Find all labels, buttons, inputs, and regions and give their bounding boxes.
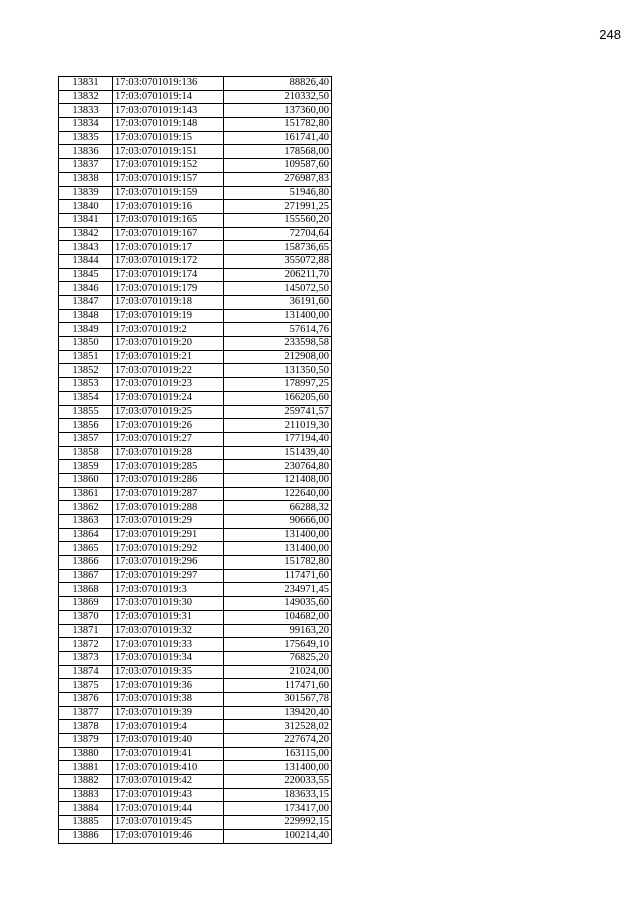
amount-cell: 66288,32: [224, 501, 332, 515]
row-number-cell: 13839: [59, 186, 113, 200]
cadastral-number-cell: 17:03:0701019:152: [113, 159, 224, 173]
table-row: [59, 528, 332, 542]
row-number-cell: 13883: [59, 788, 113, 802]
table-row: [59, 679, 332, 693]
row-number-cell: 13843: [59, 241, 113, 255]
table-row: [59, 90, 332, 104]
table-row: [59, 665, 332, 679]
table-row: [59, 460, 332, 474]
table-row: [59, 378, 332, 392]
amount-cell: 151782,80: [224, 118, 332, 132]
row-number-cell: 13878: [59, 720, 113, 734]
table-row: [59, 391, 332, 405]
cadastral-number-cell: 17:03:0701019:20: [113, 337, 224, 351]
cadastral-number-cell: 17:03:0701019:157: [113, 172, 224, 186]
row-number-cell: 13870: [59, 610, 113, 624]
table-row: [59, 542, 332, 556]
cadastral-number-cell: 17:03:0701019:174: [113, 268, 224, 282]
amount-cell: 220033,55: [224, 775, 332, 789]
row-number-cell: 13879: [59, 734, 113, 748]
amount-cell: 259741,57: [224, 405, 332, 419]
row-number-cell: 13848: [59, 309, 113, 323]
amount-cell: 99163,20: [224, 624, 332, 638]
table-row: [59, 337, 332, 351]
amount-cell: 21024,00: [224, 665, 332, 679]
row-number-cell: 13834: [59, 118, 113, 132]
row-number-cell: 13845: [59, 268, 113, 282]
cadastral-number-cell: 17:03:0701019:3: [113, 583, 224, 597]
row-number-cell: 13847: [59, 296, 113, 310]
amount-cell: 131400,00: [224, 542, 332, 556]
cadastral-number-cell: 17:03:0701019:18: [113, 296, 224, 310]
table-row: [59, 802, 332, 816]
cadastral-value-table: [58, 76, 332, 844]
cadastral-number-cell: 17:03:0701019:44: [113, 802, 224, 816]
amount-cell: 90666,00: [224, 515, 332, 529]
cadastral-number-cell: 17:03:0701019:43: [113, 788, 224, 802]
amount-cell: 51946,80: [224, 186, 332, 200]
cadastral-number-cell: 17:03:0701019:35: [113, 665, 224, 679]
amount-cell: 210332,50: [224, 90, 332, 104]
amount-cell: 312528,02: [224, 720, 332, 734]
amount-cell: 161741,40: [224, 131, 332, 145]
row-number-cell: 13852: [59, 364, 113, 378]
cadastral-number-cell: 17:03:0701019:288: [113, 501, 224, 515]
row-number-cell: 13836: [59, 145, 113, 159]
amount-cell: 212908,00: [224, 350, 332, 364]
amount-cell: 173417,00: [224, 802, 332, 816]
row-number-cell: 13853: [59, 378, 113, 392]
row-number-cell: 13877: [59, 706, 113, 720]
cadastral-number-cell: 17:03:0701019:23: [113, 378, 224, 392]
cadastral-number-cell: 17:03:0701019:25: [113, 405, 224, 419]
table-row: [59, 296, 332, 310]
cadastral-number-cell: 17:03:0701019:167: [113, 227, 224, 241]
table-row: [59, 501, 332, 515]
row-number-cell: 13849: [59, 323, 113, 337]
table-row: [59, 761, 332, 775]
amount-cell: 104682,00: [224, 610, 332, 624]
table-row: [59, 419, 332, 433]
table-row: [59, 720, 332, 734]
table-row: [59, 104, 332, 118]
row-number-cell: 13831: [59, 77, 113, 91]
cadastral-number-cell: 17:03:0701019:285: [113, 460, 224, 474]
amount-cell: 211019,30: [224, 419, 332, 433]
row-number-cell: 13833: [59, 104, 113, 118]
row-number-cell: 13875: [59, 679, 113, 693]
cadastral-number-cell: 17:03:0701019:28: [113, 446, 224, 460]
table-body: [59, 77, 332, 844]
amount-cell: 151439,40: [224, 446, 332, 460]
table-row: [59, 213, 332, 227]
table-row: [59, 118, 332, 132]
amount-cell: 72704,64: [224, 227, 332, 241]
table-row: [59, 350, 332, 364]
row-number-cell: 13869: [59, 597, 113, 611]
cadastral-number-cell: 17:03:0701019:19: [113, 309, 224, 323]
cadastral-number-cell: 17:03:0701019:38: [113, 692, 224, 706]
cadastral-number-cell: 17:03:0701019:22: [113, 364, 224, 378]
row-number-cell: 13838: [59, 172, 113, 186]
amount-cell: 227674,20: [224, 734, 332, 748]
table-row: [59, 556, 332, 570]
amount-cell: 36191,60: [224, 296, 332, 310]
amount-cell: 166205,60: [224, 391, 332, 405]
table-row: [59, 597, 332, 611]
cadastral-number-cell: 17:03:0701019:16: [113, 200, 224, 214]
row-number-cell: 13876: [59, 692, 113, 706]
table-row: [59, 706, 332, 720]
amount-cell: 109587,60: [224, 159, 332, 173]
row-number-cell: 13855: [59, 405, 113, 419]
amount-cell: 76825,20: [224, 651, 332, 665]
table-row: [59, 159, 332, 173]
cadastral-number-cell: 17:03:0701019:45: [113, 816, 224, 830]
cadastral-number-cell: 17:03:0701019:148: [113, 118, 224, 132]
table-row: [59, 651, 332, 665]
table-row: [59, 172, 332, 186]
row-number-cell: 13873: [59, 651, 113, 665]
row-number-cell: 13886: [59, 829, 113, 843]
cadastral-number-cell: 17:03:0701019:286: [113, 473, 224, 487]
row-number-cell: 13860: [59, 473, 113, 487]
cadastral-number-cell: 17:03:0701019:179: [113, 282, 224, 296]
amount-cell: 355072,88: [224, 254, 332, 268]
cadastral-number-cell: 17:03:0701019:159: [113, 186, 224, 200]
row-number-cell: 13851: [59, 350, 113, 364]
cadastral-number-cell: 17:03:0701019:46: [113, 829, 224, 843]
table-row: [59, 282, 332, 296]
amount-cell: 183633,15: [224, 788, 332, 802]
table-row: [59, 487, 332, 501]
table-row: [59, 254, 332, 268]
table-row: [59, 241, 332, 255]
amount-cell: 137360,00: [224, 104, 332, 118]
table-row: [59, 200, 332, 214]
amount-cell: 155560,20: [224, 213, 332, 227]
cadastral-number-cell: 17:03:0701019:14: [113, 90, 224, 104]
amount-cell: 131350,50: [224, 364, 332, 378]
page-number: 248: [599, 27, 621, 42]
row-number-cell: 13868: [59, 583, 113, 597]
amount-cell: 145072,50: [224, 282, 332, 296]
row-number-cell: 13856: [59, 419, 113, 433]
amount-cell: 230764,80: [224, 460, 332, 474]
cadastral-number-cell: 17:03:0701019:31: [113, 610, 224, 624]
table-row: [59, 323, 332, 337]
table-row: [59, 309, 332, 323]
amount-cell: 234971,45: [224, 583, 332, 597]
table-row: [59, 131, 332, 145]
table-row: [59, 829, 332, 843]
table-row: [59, 569, 332, 583]
cadastral-number-cell: 17:03:0701019:15: [113, 131, 224, 145]
table-row: [59, 446, 332, 460]
amount-cell: 233598,58: [224, 337, 332, 351]
cadastral-number-cell: 17:03:0701019:291: [113, 528, 224, 542]
row-number-cell: 13863: [59, 515, 113, 529]
amount-cell: 271991,25: [224, 200, 332, 214]
table-row: [59, 405, 332, 419]
cadastral-number-cell: 17:03:0701019:4: [113, 720, 224, 734]
amount-cell: 158736,65: [224, 241, 332, 255]
row-number-cell: 13858: [59, 446, 113, 460]
amount-cell: 131400,00: [224, 528, 332, 542]
row-number-cell: 13846: [59, 282, 113, 296]
cadastral-number-cell: 17:03:0701019:143: [113, 104, 224, 118]
cadastral-number-cell: 17:03:0701019:165: [113, 213, 224, 227]
table-row: [59, 692, 332, 706]
cadastral-number-cell: 17:03:0701019:297: [113, 569, 224, 583]
table-row: [59, 638, 332, 652]
cadastral-number-cell: 17:03:0701019:41: [113, 747, 224, 761]
amount-cell: 88826,40: [224, 77, 332, 91]
row-number-cell: 13881: [59, 761, 113, 775]
cadastral-number-cell: 17:03:0701019:27: [113, 432, 224, 446]
cadastral-number-cell: 17:03:0701019:24: [113, 391, 224, 405]
row-number-cell: 13871: [59, 624, 113, 638]
row-number-cell: 13841: [59, 213, 113, 227]
cadastral-number-cell: 17:03:0701019:287: [113, 487, 224, 501]
cadastral-number-cell: 17:03:0701019:151: [113, 145, 224, 159]
table-row: [59, 624, 332, 638]
table-row: [59, 734, 332, 748]
amount-cell: 178997,25: [224, 378, 332, 392]
cadastral-number-cell: 17:03:0701019:39: [113, 706, 224, 720]
table-row: [59, 515, 332, 529]
row-number-cell: 13861: [59, 487, 113, 501]
row-number-cell: 13837: [59, 159, 113, 173]
cadastral-number-cell: 17:03:0701019:292: [113, 542, 224, 556]
cadastral-number-cell: 17:03:0701019:40: [113, 734, 224, 748]
row-number-cell: 13865: [59, 542, 113, 556]
cadastral-number-cell: 17:03:0701019:32: [113, 624, 224, 638]
row-number-cell: 13872: [59, 638, 113, 652]
row-number-cell: 13880: [59, 747, 113, 761]
cadastral-number-cell: 17:03:0701019:26: [113, 419, 224, 433]
row-number-cell: 13850: [59, 337, 113, 351]
cadastral-number-cell: 17:03:0701019:172: [113, 254, 224, 268]
row-number-cell: 13882: [59, 775, 113, 789]
row-number-cell: 13859: [59, 460, 113, 474]
cadastral-number-cell: 17:03:0701019:21: [113, 350, 224, 364]
amount-cell: 177194,40: [224, 432, 332, 446]
amount-cell: 100214,40: [224, 829, 332, 843]
row-number-cell: 13842: [59, 227, 113, 241]
amount-cell: 139420,40: [224, 706, 332, 720]
amount-cell: 163115,00: [224, 747, 332, 761]
amount-cell: 121408,00: [224, 473, 332, 487]
table-row: [59, 816, 332, 830]
table-row: [59, 747, 332, 761]
amount-cell: 117471,60: [224, 569, 332, 583]
row-number-cell: 13885: [59, 816, 113, 830]
cadastral-number-cell: 17:03:0701019:17: [113, 241, 224, 255]
table-row: [59, 77, 332, 91]
table-row: [59, 788, 332, 802]
table-row: [59, 364, 332, 378]
cadastral-number-cell: 17:03:0701019:34: [113, 651, 224, 665]
cadastral-number-cell: 17:03:0701019:36: [113, 679, 224, 693]
row-number-cell: 13854: [59, 391, 113, 405]
cadastral-number-cell: 17:03:0701019:42: [113, 775, 224, 789]
row-number-cell: 13864: [59, 528, 113, 542]
table-row: [59, 610, 332, 624]
row-number-cell: 13832: [59, 90, 113, 104]
table-row: [59, 473, 332, 487]
cadastral-number-cell: 17:03:0701019:2: [113, 323, 224, 337]
amount-cell: 131400,00: [224, 309, 332, 323]
row-number-cell: 13862: [59, 501, 113, 515]
amount-cell: 131400,00: [224, 761, 332, 775]
row-number-cell: 13844: [59, 254, 113, 268]
amount-cell: 178568,00: [224, 145, 332, 159]
amount-cell: 175649,10: [224, 638, 332, 652]
cadastral-number-cell: 17:03:0701019:296: [113, 556, 224, 570]
table-row: [59, 583, 332, 597]
amount-cell: 149035,60: [224, 597, 332, 611]
table-row: [59, 227, 332, 241]
cadastral-number-cell: 17:03:0701019:33: [113, 638, 224, 652]
table-row: [59, 268, 332, 282]
cadastral-number-cell: 17:03:0701019:410: [113, 761, 224, 775]
cadastral-number-cell: 17:03:0701019:136: [113, 77, 224, 91]
row-number-cell: 13840: [59, 200, 113, 214]
amount-cell: 117471,60: [224, 679, 332, 693]
amount-cell: 57614,76: [224, 323, 332, 337]
row-number-cell: 13874: [59, 665, 113, 679]
table-row: [59, 775, 332, 789]
amount-cell: 206211,70: [224, 268, 332, 282]
row-number-cell: 13867: [59, 569, 113, 583]
table-row: [59, 186, 332, 200]
cadastral-number-cell: 17:03:0701019:30: [113, 597, 224, 611]
table-row: [59, 145, 332, 159]
row-number-cell: 13884: [59, 802, 113, 816]
table-row: [59, 432, 332, 446]
amount-cell: 122640,00: [224, 487, 332, 501]
amount-cell: 301567,78: [224, 692, 332, 706]
amount-cell: 276987,83: [224, 172, 332, 186]
row-number-cell: 13866: [59, 556, 113, 570]
row-number-cell: 13857: [59, 432, 113, 446]
cadastral-number-cell: 17:03:0701019:29: [113, 515, 224, 529]
row-number-cell: 13835: [59, 131, 113, 145]
amount-cell: 151782,80: [224, 556, 332, 570]
amount-cell: 229992,15: [224, 816, 332, 830]
